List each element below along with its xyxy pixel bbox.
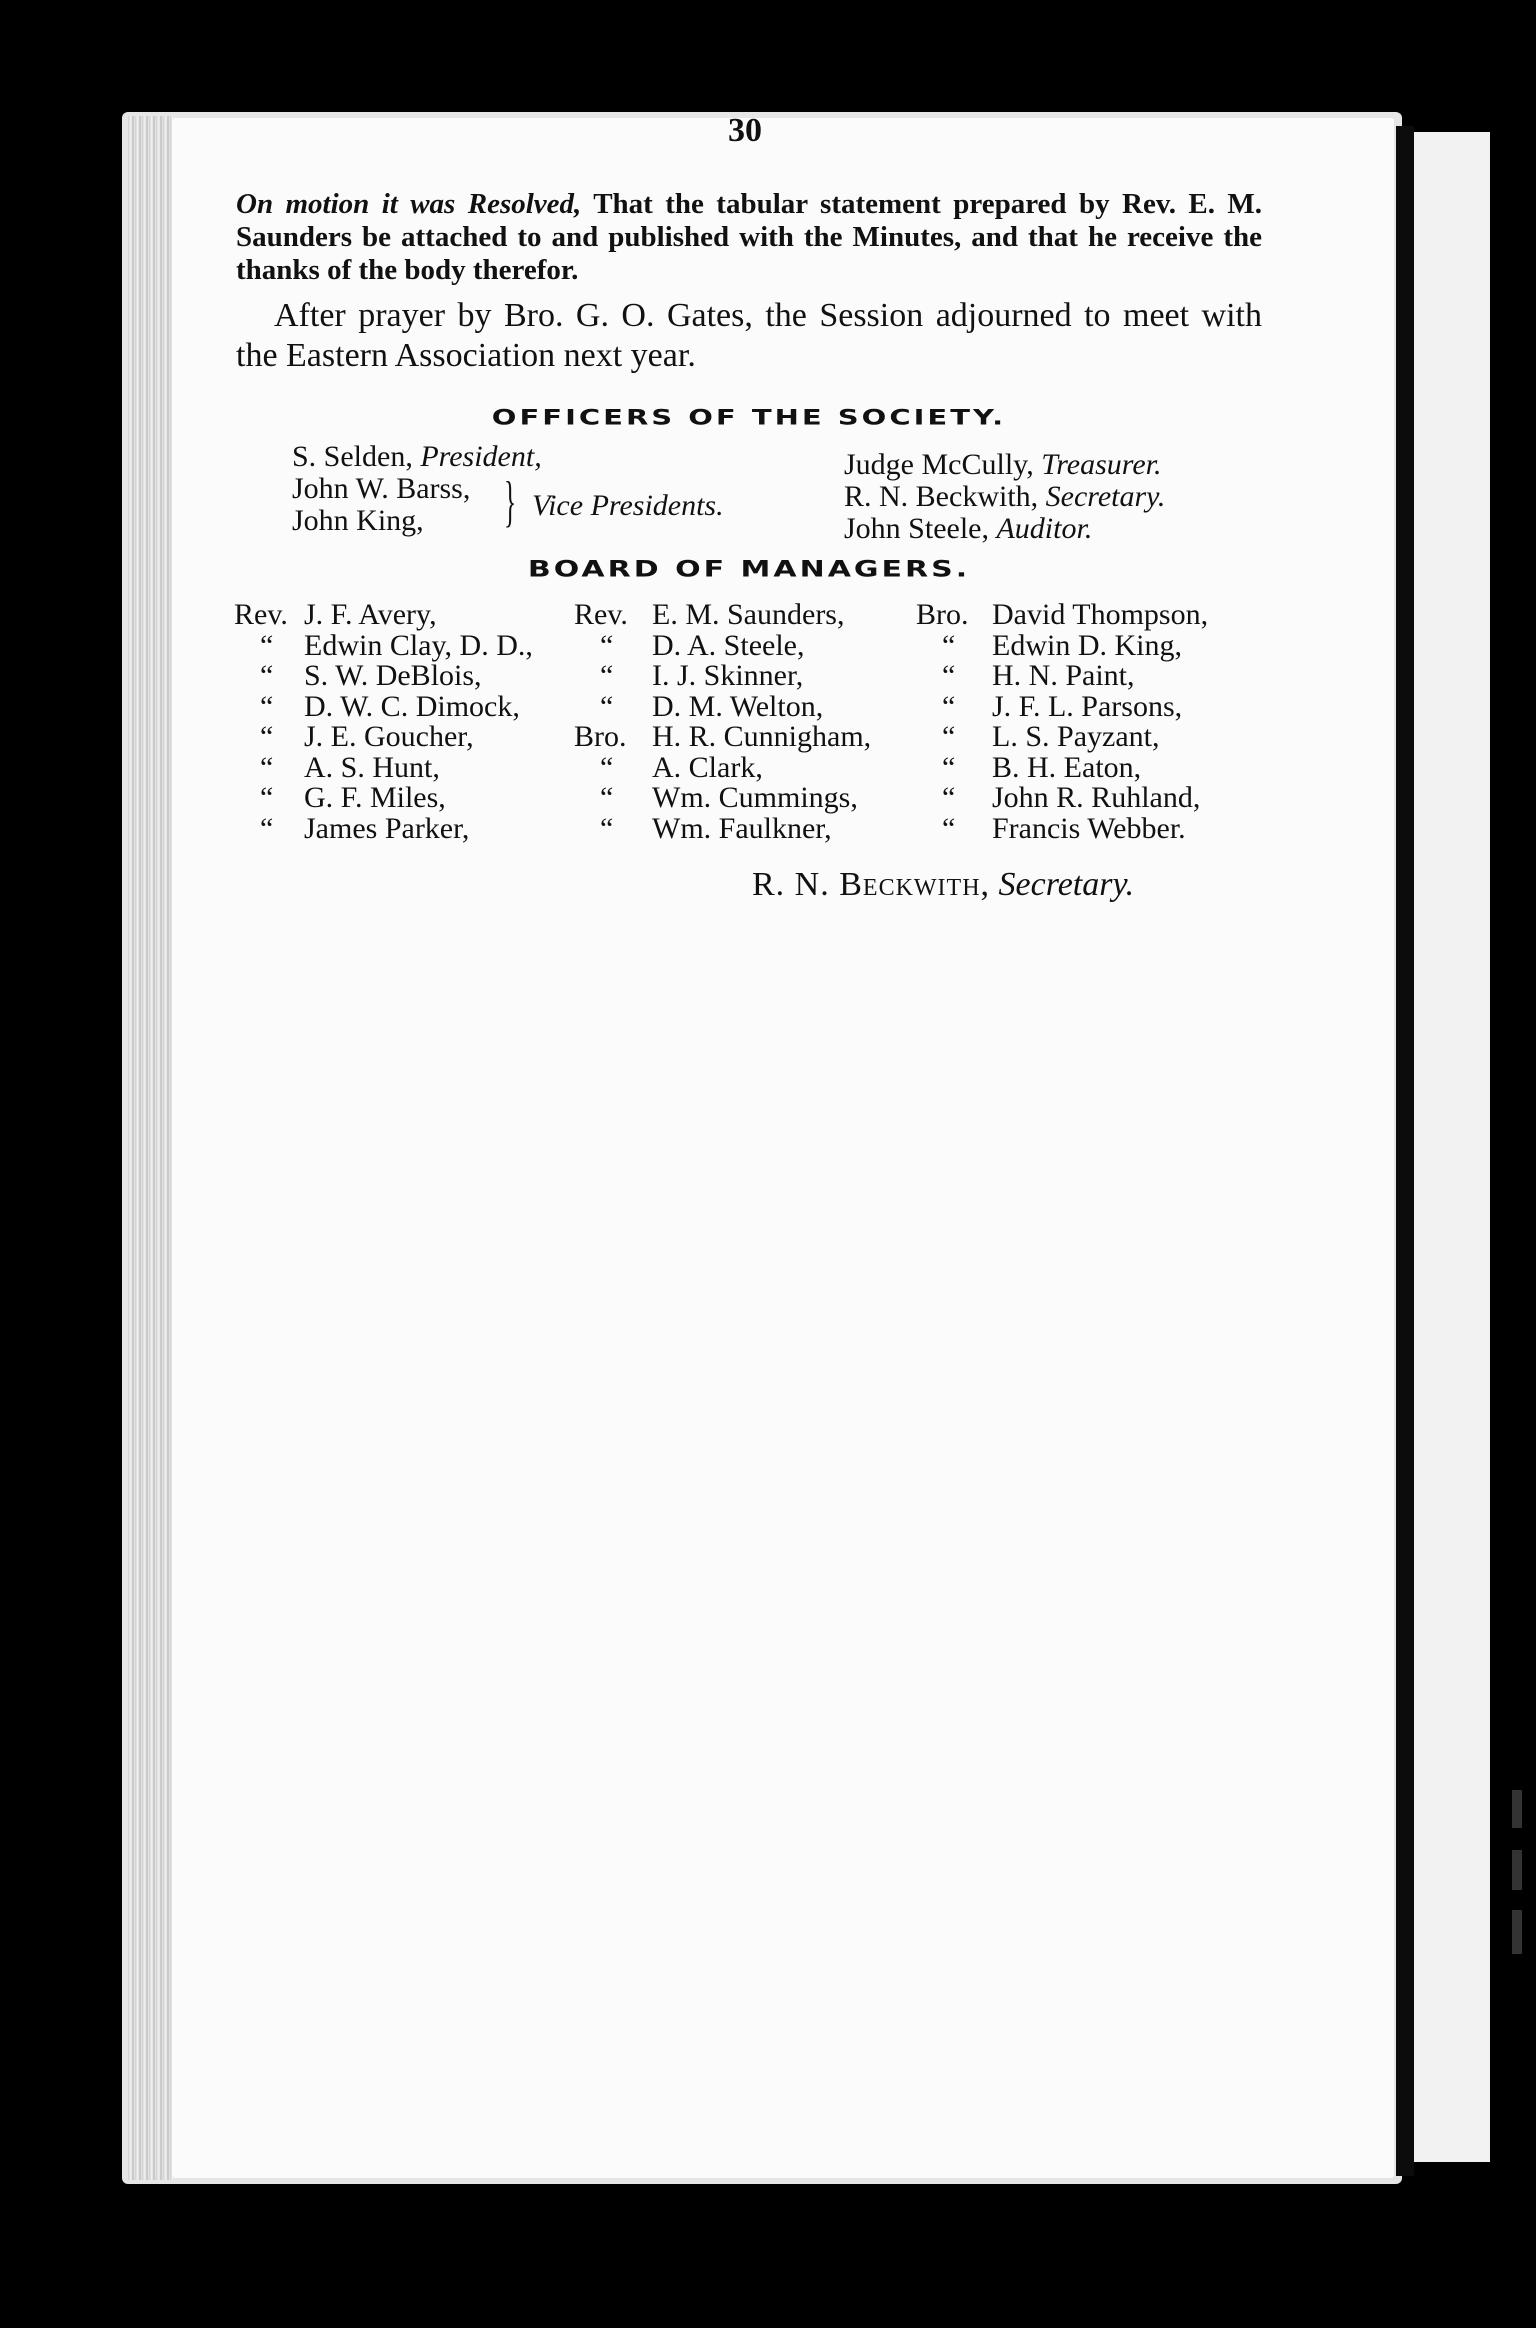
vice-presidents-role: Vice Presidents. xyxy=(532,489,724,522)
officer-role: President, xyxy=(420,440,542,473)
officer-name: John Steele, xyxy=(844,512,989,545)
facing-page-mark xyxy=(1512,1910,1522,1954)
book-gutter xyxy=(1396,126,1414,2176)
facing-page-edge xyxy=(1414,132,1490,2162)
board-member-name: H. R. Cunnigham, xyxy=(652,720,872,753)
facing-page-mark xyxy=(1512,1790,1522,1828)
board-member-name: Wm. Cummings, xyxy=(652,781,858,814)
board-member-name: S. W. DeBlois, xyxy=(304,659,482,692)
board-member-name: Francis Webber. xyxy=(992,811,1186,845)
board-member-name: Wm. Faulkner, xyxy=(652,811,832,845)
board-member-name: B. H. Eaton, xyxy=(992,750,1142,784)
page-number: 30 xyxy=(728,112,762,149)
signature-title: Secretary. xyxy=(998,866,1135,903)
board-member-name: A. Clark, xyxy=(652,750,763,784)
board-member-prefix: “ xyxy=(942,689,956,723)
officer-secretary xyxy=(844,480,1165,513)
board-member-name: H. N. Paint, xyxy=(992,659,1135,692)
board-member-name: I. J. Skinner, xyxy=(652,659,804,692)
facing-page-mark xyxy=(1512,1850,1522,1890)
resolution-text: That the tabular statement prepared by Rev. E. M. Saunders be attached to and published with the Minutes, and that he receive the thanks of the body therefor. xyxy=(236,188,1262,286)
officer-role: Auditor. xyxy=(996,512,1093,545)
officer-auditor xyxy=(844,512,1092,545)
board-member-name: Edwin Clay, D. D., xyxy=(304,628,533,662)
board-member-name: L. S. Payzant, xyxy=(992,720,1160,753)
page-edges xyxy=(128,116,174,2180)
board-member-name: D. A. Steele, xyxy=(652,628,805,662)
board-member-name: J. E. Goucher, xyxy=(304,720,474,753)
board-member-prefix: Bro. xyxy=(916,598,969,631)
board-member-prefix: “ xyxy=(260,659,274,692)
board-member-prefix: “ xyxy=(260,628,274,662)
board-member-prefix: “ xyxy=(600,811,614,845)
officer-name: S. Selden, xyxy=(292,440,413,473)
officer-role: Treasurer. xyxy=(1041,448,1162,481)
board-member-prefix: “ xyxy=(260,811,274,845)
board-member-prefix: “ xyxy=(260,720,274,753)
officer-name: R. N. Beckwith, xyxy=(844,480,1039,513)
officer-treasurer xyxy=(844,448,1162,481)
board-member-prefix: “ xyxy=(260,689,274,723)
board-member-name: A. S. Hunt, xyxy=(304,750,440,784)
board-member-prefix: “ xyxy=(600,781,614,814)
board-member-prefix: “ xyxy=(942,781,956,814)
board-member-prefix: “ xyxy=(942,659,956,692)
officer-president xyxy=(292,440,542,473)
board-member-prefix: Rev. xyxy=(574,598,628,631)
officers-heading: OFFICERS OF THE SOCIETY. xyxy=(491,404,1007,430)
board-member-prefix: “ xyxy=(600,659,614,692)
officer-vice-president: John King, xyxy=(292,504,424,537)
brace-icon: } xyxy=(504,471,517,533)
board-heading: BOARD OF MANAGERS. xyxy=(527,556,971,583)
board-member-name: David Thompson, xyxy=(992,598,1209,631)
resolution-lead: On motion it was Resolved, xyxy=(236,188,582,220)
board-member-prefix: “ xyxy=(942,811,956,845)
board-member-name: D. W. C. Dimock, xyxy=(304,689,520,723)
board-member-prefix: Rev. xyxy=(234,598,288,631)
officer-vice-president: John W. Barss, xyxy=(292,472,471,505)
board-member-name: J. F. L. Parsons, xyxy=(992,689,1183,723)
board-member-name: J. F. Avery, xyxy=(304,598,437,631)
board-member-prefix: “ xyxy=(942,628,956,662)
officer-name: Judge McCully, xyxy=(844,448,1034,481)
resolution-paragraph xyxy=(236,188,1262,287)
board-member-name: D. M. Welton, xyxy=(652,689,824,723)
adjournment-paragraph: After prayer by Bro. G. O. Gates, the Session adjourned to meet with the Eastern Association next year. xyxy=(236,297,1262,374)
board-member-prefix: “ xyxy=(600,750,614,784)
board-member-prefix: “ xyxy=(942,720,956,753)
board-member-name: James Parker, xyxy=(304,811,470,845)
signature xyxy=(752,866,1134,904)
board-member-prefix: “ xyxy=(600,628,614,662)
board-member-prefix: Bro. xyxy=(574,720,627,753)
board-member-name: John R. Ruhland, xyxy=(992,781,1201,814)
board-member-name: G. F. Miles, xyxy=(304,781,446,814)
board-member-prefix: “ xyxy=(260,750,274,784)
board-member-prefix: “ xyxy=(260,781,274,814)
board-member-name: Edwin D. King, xyxy=(992,628,1182,662)
board-member-name: E. M. Saunders, xyxy=(652,598,845,631)
officer-role: Secretary. xyxy=(1045,480,1166,513)
board-member-prefix: “ xyxy=(600,689,614,723)
signature-name: R. N. Beckwith, xyxy=(752,866,991,903)
board-member-prefix: “ xyxy=(942,750,956,784)
